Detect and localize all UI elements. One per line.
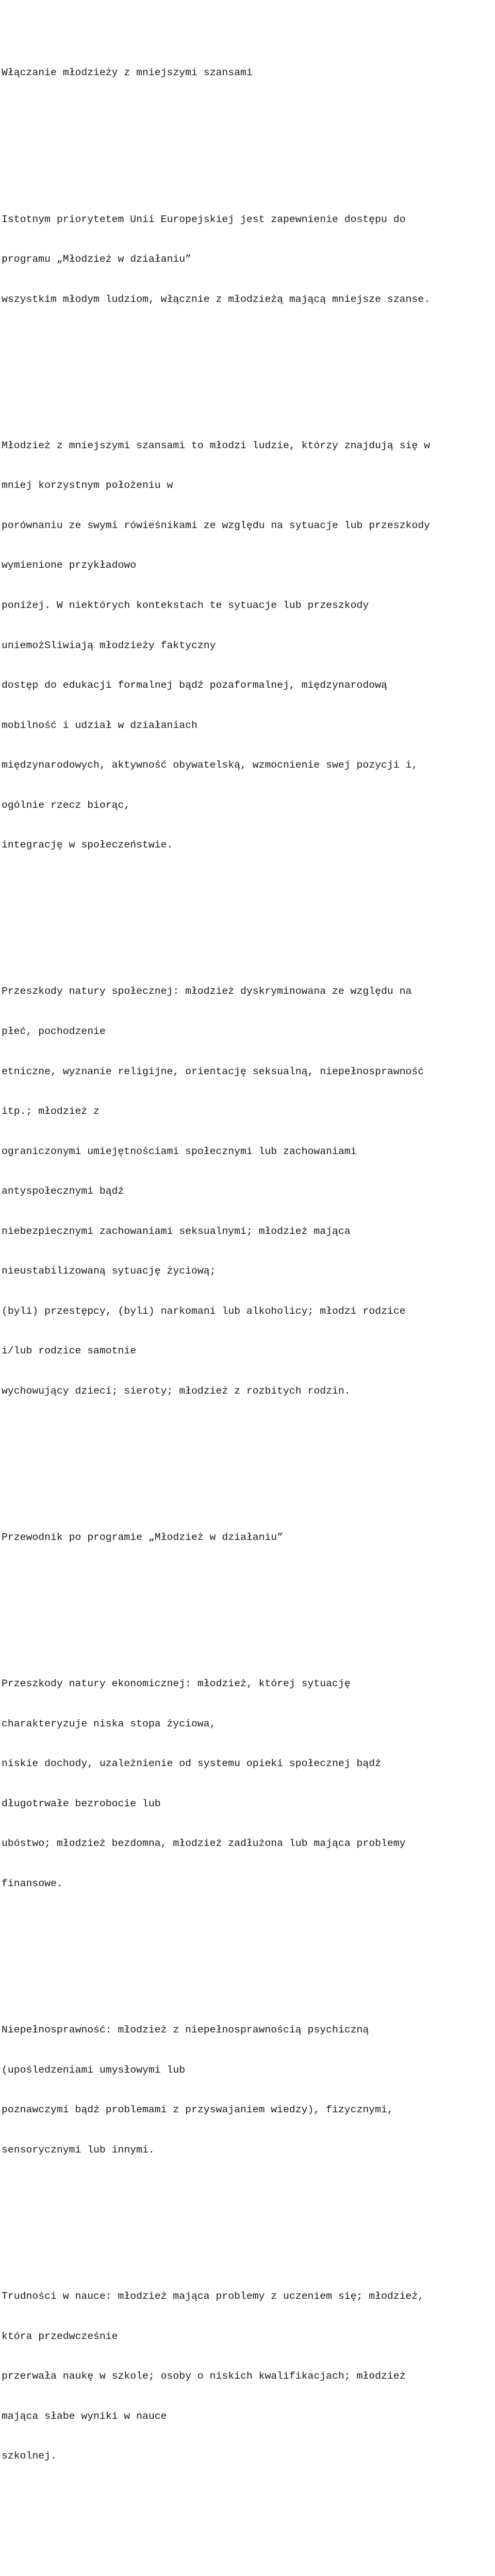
- text-line: (upośledzeniami umysłowymi lub: [2, 2064, 186, 2076]
- paragraph-gap: [2, 360, 495, 373]
- text-line: poznawczymi bądź problemami z przyswajaniem wiedzy), fizycznymi,: [2, 2104, 393, 2116]
- text-line: Młodzież z mniejszymi szansami to młodzi ludzie, którzy znajdują się w: [2, 439, 430, 451]
- text-line: Przeszkody natury ekonomicznej: młodzież, której sytuację: [2, 1678, 351, 1690]
- definition-paragraph: [2, 413, 495, 879]
- text-line: mobilność i udział w działaniach: [2, 719, 197, 731]
- text-line: niskie dochody, uzależnienie od systemu opieki społecznej bądź: [2, 1758, 381, 1770]
- cultural-differences-paragraph: [2, 2570, 495, 2576]
- text-line: porównaniu ze swymi rówieśnikami ze względu na sytuacje lub przeszkody: [2, 519, 430, 531]
- text-line: etniczne, wyznanie religijne, orientację seksualną, niepełnosprawność: [2, 1065, 424, 1077]
- text-line: wszystkim młodym ludziom, włącznie z młodzieżą mającą mniejsze szanse.: [2, 293, 430, 305]
- heading-text: Włączanie młodzieży z mniejszymi szansami: [2, 67, 253, 79]
- text-line: i/lub rodzice samotnie: [2, 1345, 137, 1357]
- text-line: nieustabilizowaną sytuację życiową;: [2, 1265, 216, 1277]
- disability-paragraph: [2, 1997, 495, 2184]
- text-line: (byli) przestępcy, (byli) narkomani lub alkoholicy; młodzi rodzice: [2, 1305, 406, 1317]
- text-line: poniżej. W niektórych kontekstach te sytuacje lub przeszkody: [2, 599, 369, 611]
- paragraph-gap: [2, 2210, 495, 2224]
- paragraph-gap: [2, 1944, 495, 1957]
- text-line: uniemożSliwiają młodzieży faktyczny: [2, 639, 216, 651]
- paragraph-gap: [2, 2516, 495, 2530]
- text-line: dostęp do edukacji formalnej bądź pozaformalnej, międzynarodową: [2, 680, 387, 691]
- paragraph-gap: [2, 1451, 495, 1465]
- text-line: mniej korzystnym położeniu w: [2, 480, 173, 492]
- text-line: ograniczonymi umiejętnościami społecznymi lub zachowaniami: [2, 1145, 357, 1157]
- text-line: wymienione przykładowo: [2, 560, 137, 571]
- text-line: szkolnej.: [2, 2450, 57, 2462]
- social-obstacles-paragraph: [2, 959, 495, 1425]
- document-page: [2, 0, 495, 2576]
- text-line: wychowujący dzieci; sieroty; młodzież z rozbitych rodzin.: [2, 1385, 351, 1397]
- paragraph-gap: [2, 1598, 495, 1611]
- text-line: Istotnym priorytetem Unii Europejskiej jest zapewnienie dostępu do: [2, 213, 406, 225]
- text-line: płeć, pochodzenie: [2, 1025, 106, 1037]
- text-line: sensorycznymi lub innymi.: [2, 2144, 155, 2156]
- text-line: itp.; młodzież z: [2, 1106, 100, 1117]
- text-line: finansowe.: [2, 1877, 63, 1889]
- text-line: ogólnie rzecz biorąc,: [2, 799, 130, 811]
- heading: [2, 40, 495, 107]
- text-line: która przedwcześnie: [2, 2330, 118, 2342]
- text-line: przerwała naukę w szkole; osoby o niskich kwalifikacjach; młodzież: [2, 2370, 406, 2382]
- text-line: międzynarodowych, aktywność obywatelską, wzmocnienie swej pozycji i,: [2, 759, 418, 771]
- text-line: Przeszkody natury społecznej: młodzież dyskryminowana ze względu na: [2, 986, 412, 997]
- intro-paragraph: [2, 187, 495, 333]
- guide-title: [2, 1504, 495, 1571]
- paragraph-gap: [2, 133, 495, 146]
- text-line: długotrwałe bezrobocie lub: [2, 1798, 161, 1809]
- text-line: mająca słabe wyniki w nauce: [2, 2410, 167, 2422]
- learning-difficulties-paragraph: [2, 2263, 495, 2489]
- text-line: programu „Młodzież w działaniu”: [2, 253, 191, 265]
- text-line: ubóstwo; młodzież bezdomna, młodzież zadłużona lub mająca problemy: [2, 1838, 406, 1850]
- text-line: charakteryzuje niska stopa życiowa,: [2, 1718, 216, 1730]
- text-line: Niepełnosprawność: młodzież z niepełnosprawnością psychiczną: [2, 2024, 369, 2036]
- economic-obstacles-paragraph: [2, 1651, 495, 1918]
- text-line: integrację w społeczeństwie.: [2, 839, 173, 851]
- paragraph-gap: [2, 905, 495, 919]
- text-line: niebezpiecznymi zachowaniami seksualnymi; młodzież mająca: [2, 1225, 351, 1237]
- text-line: Trudności w nauce: młodzież mająca problemy z uczeniem się; młodzież,: [2, 2291, 424, 2302]
- guide-title-text: Przewodnik po programie „Młodzież w działaniu”: [2, 1532, 284, 1544]
- text-line: antyspołecznymi bądź: [2, 1185, 124, 1197]
